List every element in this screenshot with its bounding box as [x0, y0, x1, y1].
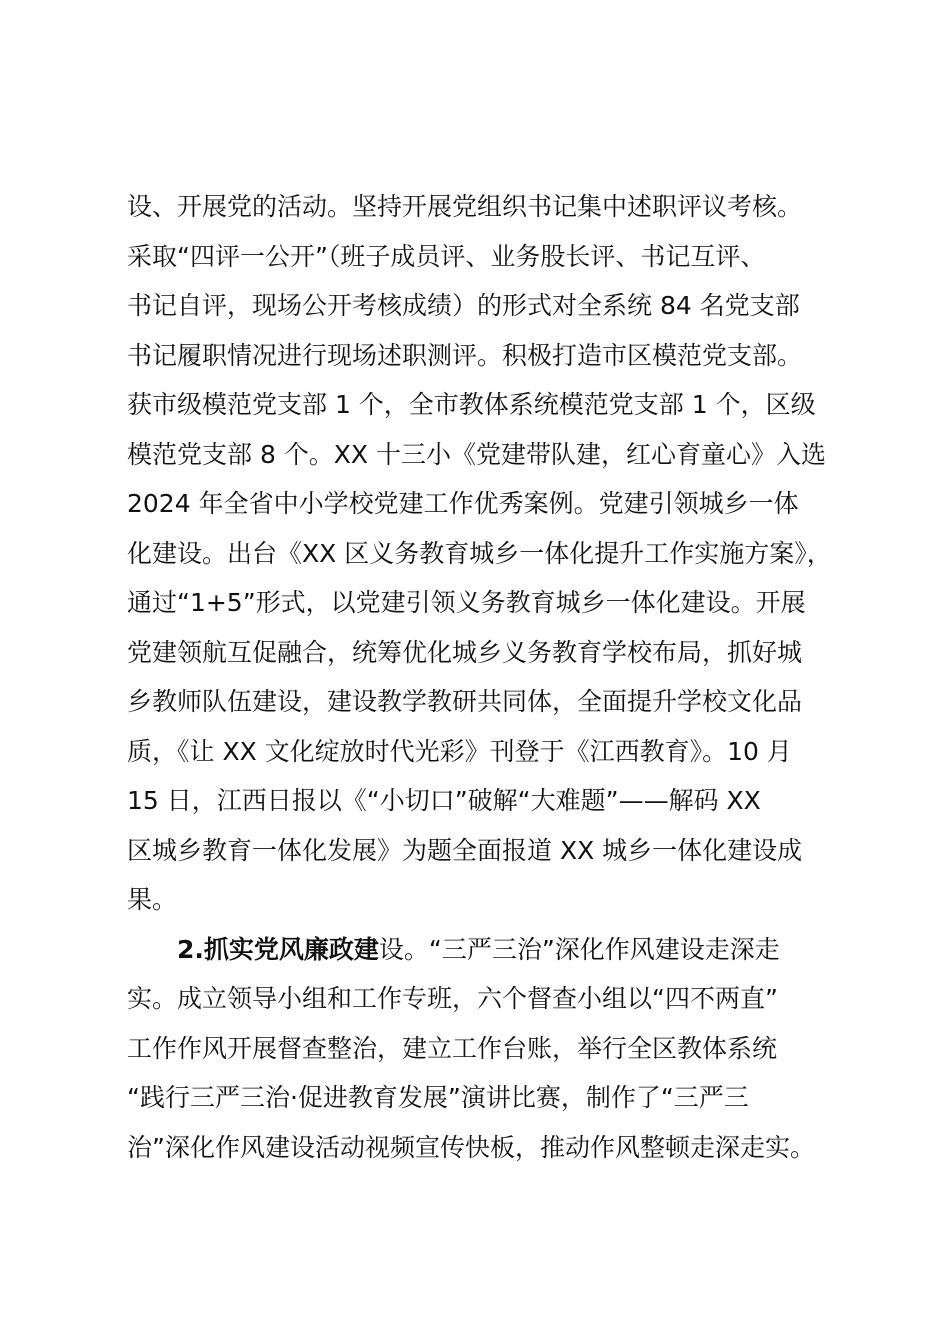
text-line: 乡教师队伍建设，建设教学教研共同体，全面提升学校文化品: [127, 687, 803, 716]
text-line: 实。成立领导小组和工作专班，六个督查小组以“四不两直”: [127, 984, 778, 1013]
text-line: 2024 年全省中小学校党建工作优秀案例。党建引领城乡一体: [127, 489, 799, 518]
heading-continuation: 设。“三严三治”深化作风建设走深走: [378, 934, 780, 964]
text-line: 模范党支部 8 个。XX 十三小《党建带队建，红心育童心》入选: [127, 439, 827, 469]
text-line: 15 日，江西日报以《“小切口”破解“大难题”——解码 XX: [127, 786, 761, 815]
body-text: [127, 182, 857, 1172]
text-line: 书记自评，现场公开考核成绩）的形式对全系统 84 名党支部: [127, 291, 800, 320]
text-line: 区城乡教育一体化发展》为题全面报道 XX 城乡一体化建设成: [127, 835, 803, 865]
text-line: 党建领航互促融合，统筹优化城乡义务教育学校布局，抓好城: [127, 637, 803, 667]
paragraph-1: [127, 182, 857, 925]
text-line: 通过“1+5”形式，以党建引领义务教育城乡一体化建设。开展: [127, 588, 806, 617]
text-line: 治”深化作风建设活动视频宣传快板，推动作风整顿走深走实。: [127, 1132, 815, 1162]
text-line: 化建设。出台《XX 区义务教育城乡一体化提升工作实施方案》，: [127, 538, 832, 568]
text-line: “践行三严三治·促进教育发展”演讲比赛，制作了“三严三: [127, 1083, 749, 1112]
text-line: 获市级模范党支部 1 个，全市教体系统模范党支部 1 个，区级: [127, 390, 816, 419]
text-line: 质，《让 XX 文化绽放时代光彩》刊登于《江西教育》。10 月: [127, 736, 792, 766]
text-line-first: [127, 925, 857, 975]
text-line: 果。: [127, 885, 178, 914]
section-heading: 2.抓实党风廉政建: [177, 934, 379, 964]
paragraph-2: [127, 925, 857, 1173]
text-line: 书记履职情况进行现场述职测评。积极打造市区模范党支部。: [127, 340, 803, 370]
text-line: 工作作风开展督查整治，建立工作台账，举行全区教体系统: [127, 1033, 778, 1063]
text-line: 设、开展党的活动。坚持开展党组织书记集中述职评议考核。: [127, 192, 803, 221]
text-line: 采取“四评一公开”（班子成员评、业务股长评、书记互评、: [127, 241, 766, 271]
